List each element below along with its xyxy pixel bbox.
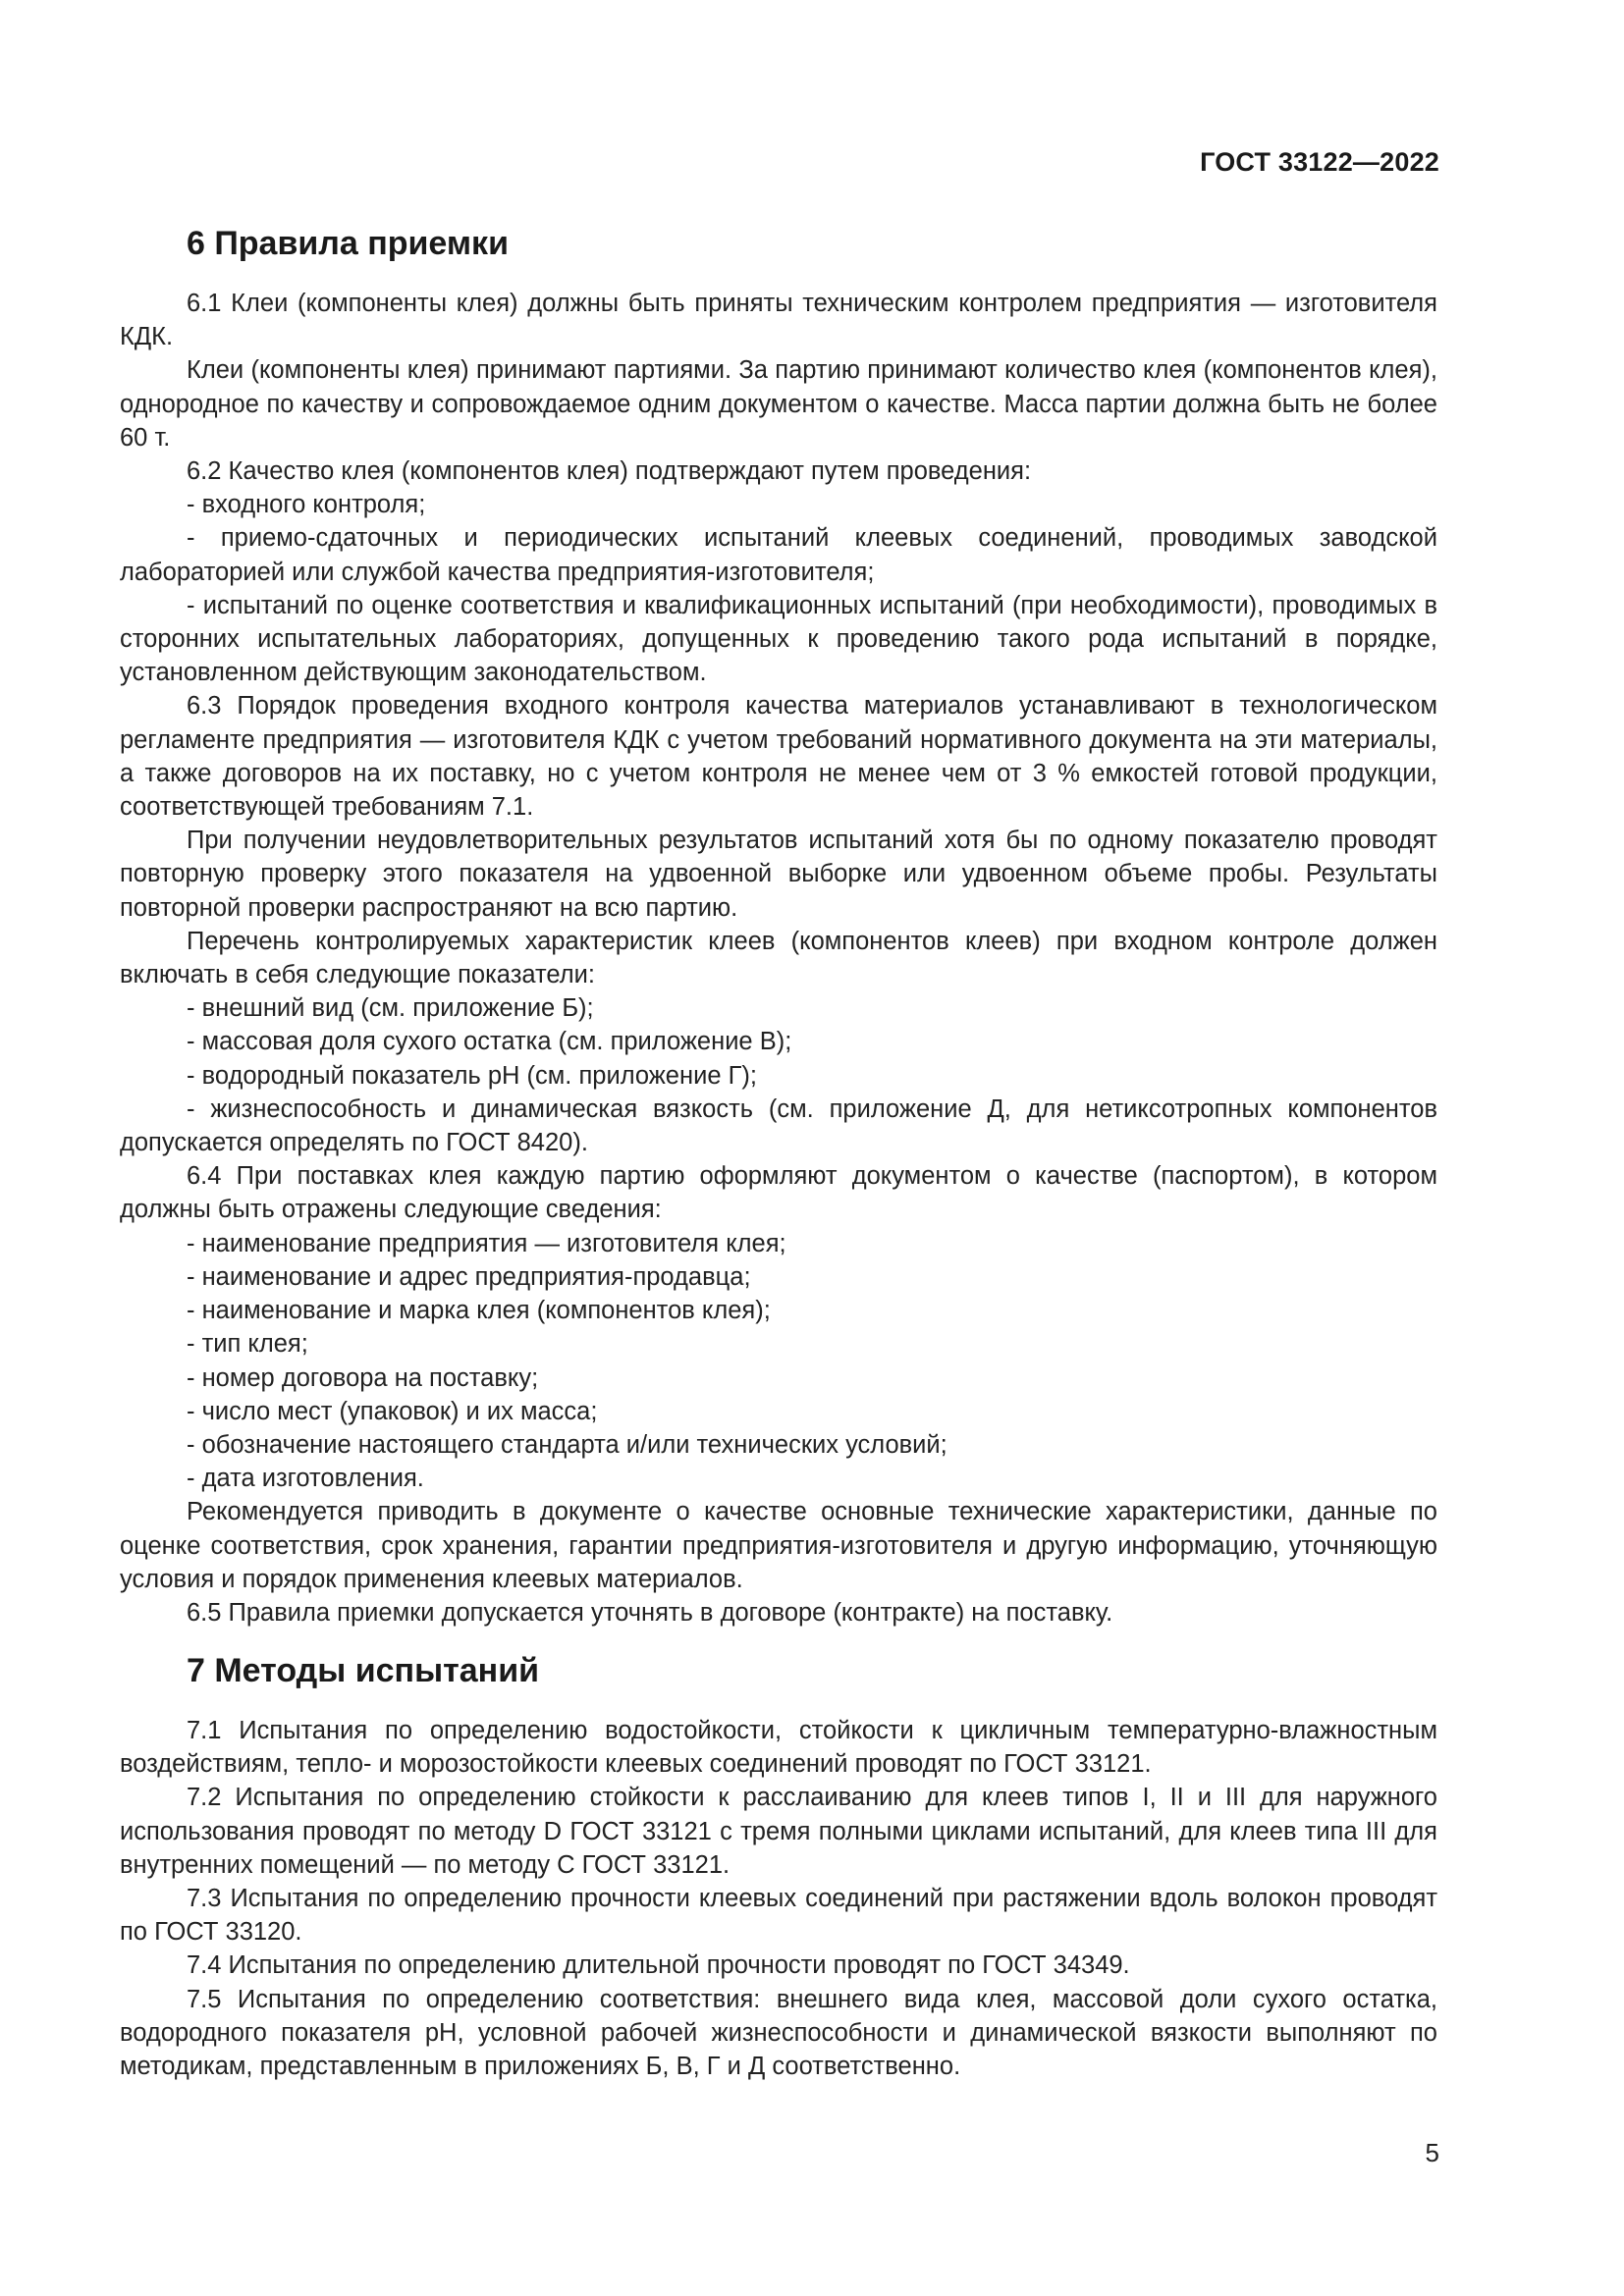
paragraph-7-2: 7.2 Испытания по определению стойкости к расслаиванию для клеев типов I, II и III для наружного использования проводят по методу D ГОСТ 33121 с тремя полными циклами испытаний, для клеев типа III для внутренних помещений — по методу C ГОСТ 33121. xyxy=(120,1784,1437,1879)
list-item: - наименование предприятия — изготовителя клея; xyxy=(187,1229,786,1257)
document-code: ГОСТ 33122—2022 xyxy=(1200,147,1439,177)
section-6 xyxy=(120,222,1437,1629)
list-item: - обозначение настоящего стандарта и/или технических условий; xyxy=(187,1430,947,1459)
paragraph-6-5: 6.5 Правила приемки допускается уточнять в договоре (контракте) на поставку. xyxy=(187,1598,1113,1627)
list-item: - приемо-сдаточных и периодических испытаний клеевых соединений, проводимых заводской лабораторией или службой качества предприятия-изготовителя; xyxy=(120,524,1437,586)
paragraph-6-4-recommendation: Рекомендуется приводить в документе о качестве основные технические характеристики, данные по оценке соответствия, срок хранения, гарантии предприятия-изготовителя и другую информацию, уточняющую условия и порядок применения клеевых материалов. xyxy=(120,1498,1437,1593)
list-item: - водородный показатель pH (см. приложение Г); xyxy=(187,1061,757,1090)
paragraph-6-1: 6.1 Клеи (компоненты клея) должны быть приняты техническим контролем предприятия — изготовителя КДК. xyxy=(120,290,1437,351)
paragraph-7-5: 7.5 Испытания по определению соответствия: внешнего вида клея, массовой доли сухого остатка, водородного показателя pH, условной рабочей жизнеспособности и динамической вязкости выполняют по методикам, представленным в приложениях Б, В, Г и Д соответственно. xyxy=(120,1985,1437,2081)
paragraph-7-3: 7.3 Испытания по определению прочности клеевых соединений при растяжении вдоль волокон проводят по ГОСТ 33120. xyxy=(120,1885,1437,1947)
list-item: - испытаний по оценке соответствия и квалификационных испытаний (при необходимости), проводимых в сторонних испытательных лабораториях, допущенных к проведению такого рода испытаний в порядке, установленном действующим законодательством. xyxy=(120,591,1437,687)
list-item: - массовая доля сухого остатка (см. приложение В); xyxy=(187,1028,792,1056)
list-item: - внешний вид (см. приложение Б); xyxy=(187,994,594,1023)
paragraph-6-3-indicators: Перечень контролируемых характеристик клеев (компонентов клеев) при входном контроле должен включать в себя следующие показатели: xyxy=(120,927,1437,989)
paragraph-6-3-retest: При получении неудовлетворительных результатов испытаний хотя бы по одному показателю проводят повторную проверку этого показателя на удвоенной выборке или удвоенном объеме пробы. Результаты повторной проверки распространяют на всю партию. xyxy=(120,827,1437,922)
section-7 xyxy=(120,1649,1437,2083)
list-item: - входного контроля; xyxy=(187,491,426,519)
list-item: - тип клея; xyxy=(187,1330,308,1359)
section-7-title: 7 Методы испытаний xyxy=(187,1652,540,1689)
paragraph-6-3: 6.3 Порядок проведения входного контроля качества материалов устанавливают в технологическом регламенте предприятия — изготовителя КДК с учетом требований нормативного документа на эти материалы, а также договоров на их поставку, но с учетом контроля не менее чем от 3 % емкостей готовой продукции, соответствующей требованиям 7.1. xyxy=(120,692,1437,822)
list-item: - номер договора на поставку; xyxy=(187,1363,539,1392)
paragraph-6-4: 6.4 При поставках клея каждую партию оформляют документом о качестве (паспортом), в котором должны быть отражены следующие сведения: xyxy=(120,1162,1437,1224)
list-item: - жизнеспособность и динамическая вязкость (см. приложение Д, для нетиксотропных компонентов допускается определять по ГОСТ 8420). xyxy=(120,1095,1437,1157)
page-number: 5 xyxy=(1425,2138,1439,2167)
list-item: - наименование и марка клея (компонентов клея); xyxy=(187,1297,771,1325)
paragraph-7-1: 7.1 Испытания по определению водостойкости, стойкости к цикличным температурно-влажностным воздействиям, тепло- и морозостойкости клеевых соединений проводят по ГОСТ 33121. xyxy=(120,1717,1437,1779)
section-6-title: 6 Правила приемки xyxy=(187,225,509,262)
paragraph-6-2: 6.2 Качество клея (компонентов клея) подтверждают путем проведения: xyxy=(187,457,1032,486)
paragraph-7-4: 7.4 Испытания по определению длительной прочности проводят по ГОСТ 34349. xyxy=(187,1951,1130,1980)
list-item: - число мест (упаковок) и их масса; xyxy=(187,1397,598,1425)
paragraph-6-1-lot: Клеи (компоненты клея) принимают партиями. За партию принимают количество клея (компонентов клея), однородное по качеству и сопровождаемое одним документом о качестве. Масса партии должна быть не более 60 т. xyxy=(120,356,1437,452)
list-item: - дата изготовления. xyxy=(187,1465,424,1493)
list-item: - наименование и адрес предприятия-продавца; xyxy=(187,1262,751,1291)
